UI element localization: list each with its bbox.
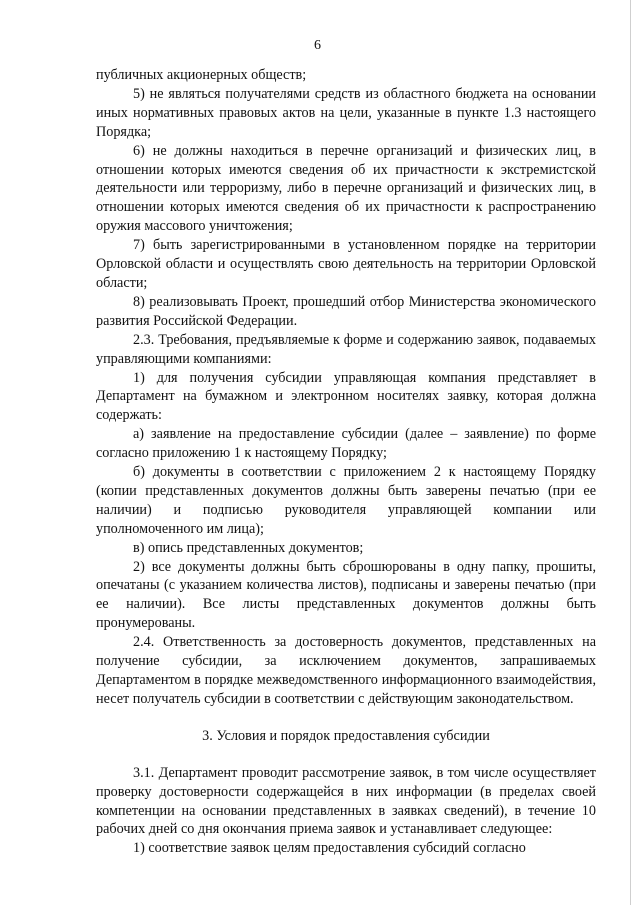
paragraph: 8) реализовывать Проект, прошедший отбор Министерства экономического развития Российской Федерации. [96, 293, 596, 329]
paragraph: 7) быть зарегистрированными в установленном порядке на территории Орловской области и осуществлять свою деятельность на территории Орловской области; [96, 237, 596, 291]
paragraph: б) документы в соответствии с приложением 2 к настоящему Порядку (копии представленных документов должны быть заверены печатью (при ее наличии) и подписью руководителя управляющей компании или уполномоченного им лица); [96, 464, 596, 537]
paragraph: 1) соответствие заявок целям предоставления субсидий согласно [133, 840, 526, 857]
paragraph: 2) все документы должны быть сброшюрованы в одну папку, прошиты, опечатаны (с указанием количества листов), подписаны и заверены печатью (при ее наличии). Все листы представленных документов должны быть пронумерованы. [96, 558, 596, 632]
paragraph: публичных акционерных обществ; [96, 67, 307, 83]
section-heading: 3. Условия и порядок предоставления субсидии [202, 727, 490, 744]
page-number: 6 [314, 38, 321, 53]
page-edge-line [630, 0, 631, 905]
paragraph: 5) не являться получателями средств из областного бюджета на основании иных нормативных правовых актов на цели, указанные в пункте 1.3 настоящего Порядка; [96, 85, 596, 140]
document-body [96, 66, 596, 858]
paragraph: 1) для получения субсидии управляющая компания представляет в Департамент на бумажном и электронном носителях заявку, которая должна содержать: [96, 369, 596, 424]
paragraph: а) заявление на предоставление субсидии (далее – заявление) по форме согласно приложению 1 к настоящему Порядку; [96, 426, 596, 462]
paragraph: 2.3. Требования, предъявляемые к форме и содержанию заявок, подаваемых управляющими компаниями: [96, 331, 596, 367]
paragraph: 2.4. Ответственность за достоверность документов, представленных на получение субсидии, за исключением документов, запрашиваемых Департаментом в порядке межведомственного информационного взаимодействия, несет получатель субсидии в соответствии с действующим законодательством. [96, 634, 596, 707]
paragraph: 3.1. Департамент проводит рассмотрение заявок, в том числе осуществляет проверку достоверности содержащейся в них информации (в пределах своей компетенции на основании представленных в заявках сведений), в течение 10 рабочих дней со дня окончания приема заявок и устанавливает следующее: [96, 764, 596, 838]
paragraph: в) опись представленных документов; [133, 539, 364, 556]
paragraph: 6) не должны находиться в перечне организаций и физических лиц, в отношении которых имеются сведения об их причастности к экстремистской деятельности или терроризму, либо в перечне организаций и физических лиц, в отношении которых имеются сведения об их причастности к распространению оружия массового уничтожения; [96, 142, 596, 235]
